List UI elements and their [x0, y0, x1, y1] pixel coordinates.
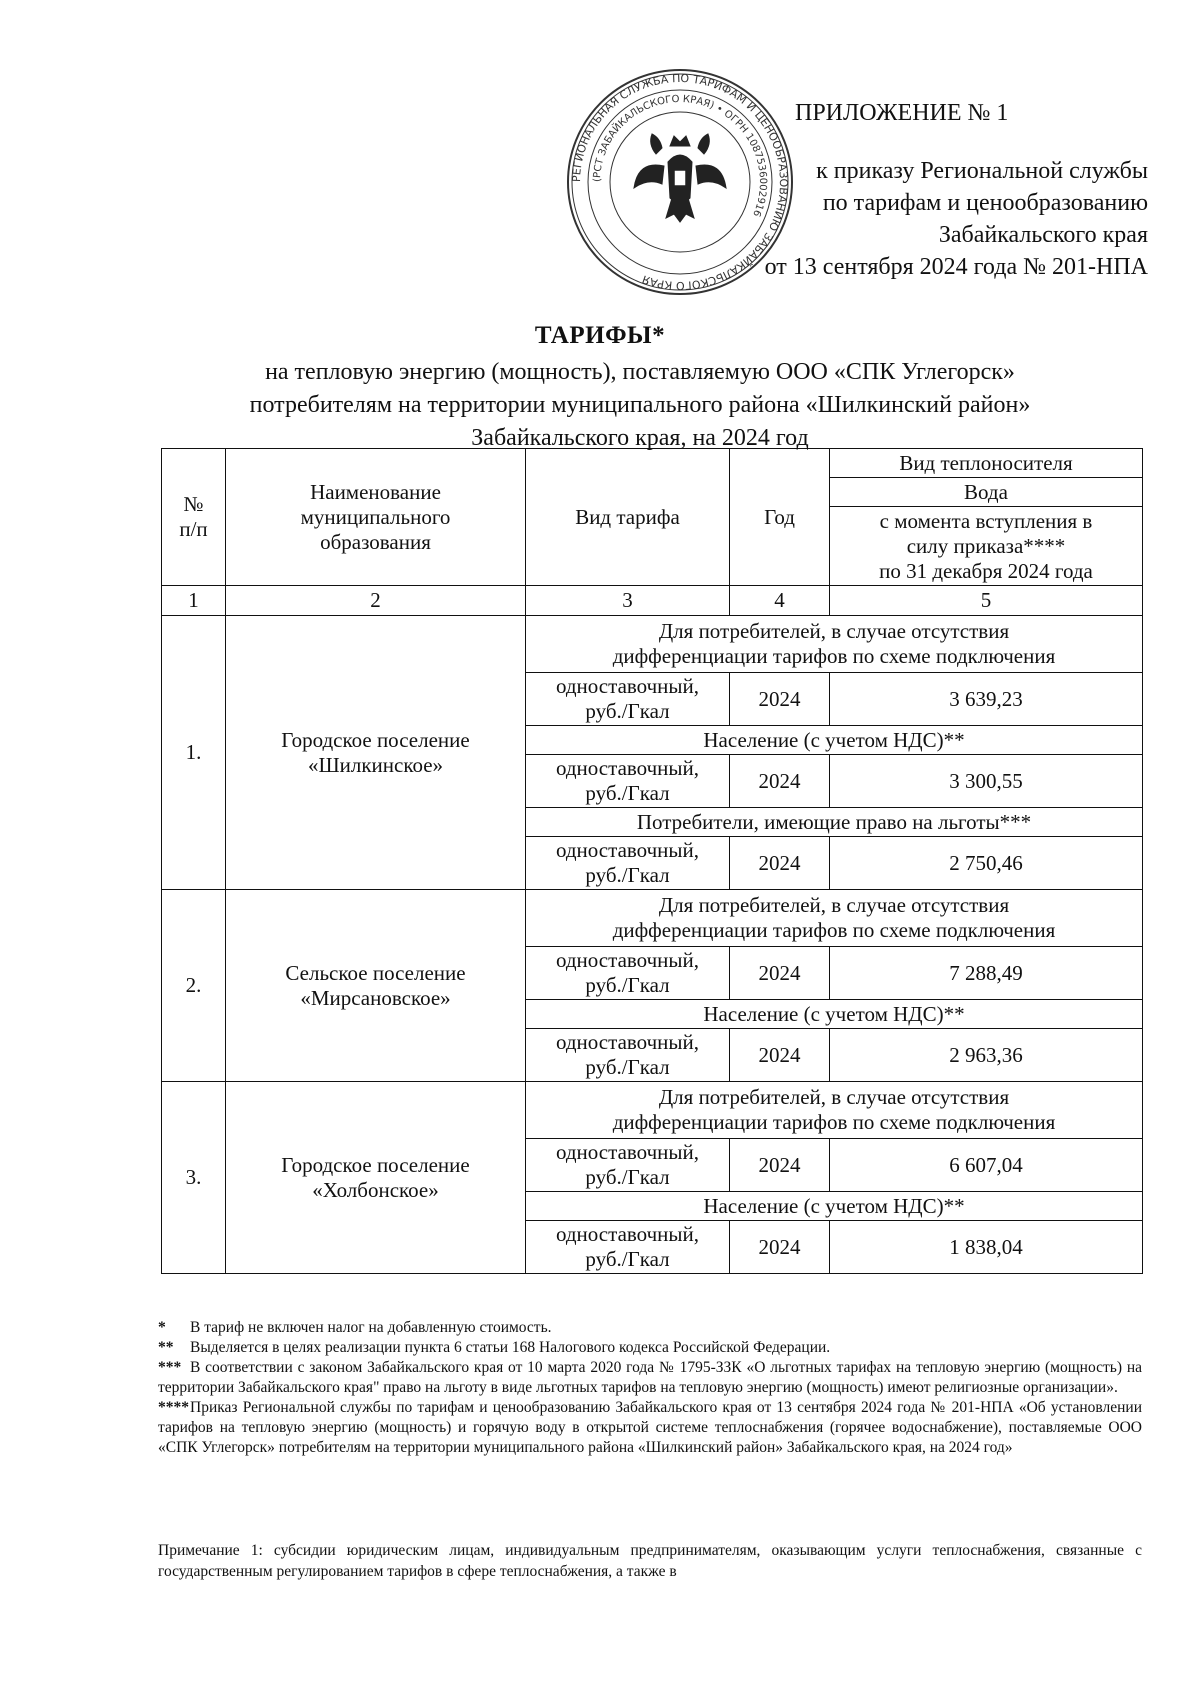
tariff-type: одноставочный, руб./Гкал [555, 1140, 700, 1189]
year-cell: 2024 [730, 947, 830, 1000]
footnote [158, 1338, 1142, 1358]
consumer-category-cell [526, 616, 1143, 673]
consumer-category: Для потребителей, в случае отсутствия дифференциации тарифов по схеме подключения [612, 619, 1056, 668]
footnote-mark: *** [158, 1359, 182, 1376]
footnote [158, 1318, 1142, 1338]
tariff-type: одноставочный, руб./Гкал [555, 948, 700, 997]
order-reference [588, 155, 1148, 283]
consumer-category: Для потребителей, в случае отсутствия дифференциации тарифов по схеме подключения [612, 1085, 1056, 1134]
footnote-text: Приказ Региональной службы по тарифам и ценообразованию Забайкальского края от 13 сентября 2024 года № 201-НПА «Об установлении тарифов на тепловую энергию (мощность) и горячую воду в открытой системе теплоснабжения (горячее водоснабжение), поставляемые ООО «СПК Углегорск» потребителям на территории муниципального района «Шилкинский район» Забайкальского края, на 2024 год» [158, 1399, 1142, 1456]
footnote-text: В тариф не включен налог на добавленную стоимость. [190, 1319, 552, 1336]
footnote-text: В соответствии с законом Забайкальского края от 10 марта 2020 года № 1795-ЗЗК «О льготных тарифах на тепловую энергию (мощность) на территории Забайкальского края" право на льготу в виде льготных тарифов на тепловую энергию (мощность) имеют религиозные организации». [158, 1359, 1142, 1396]
footnote-mark: **** [158, 1399, 189, 1416]
consumer-category-cell [526, 1082, 1143, 1139]
year-cell: 2024 [730, 673, 830, 726]
year-cell: 2024 [730, 1139, 830, 1192]
order-line: от 13 сентября 2024 года № 201-НПА [764, 254, 1148, 280]
tariff-type-cell [526, 755, 730, 808]
column-number-cell: 3 [526, 586, 730, 616]
row-number-cell: 3. [162, 1082, 226, 1274]
tariff-table [161, 448, 1143, 1274]
note-text: Примечание 1: субсидии юридическим лицам, индивидуальным предпринимателям, оказывающим услуги теплоснабжения, связанные с государственным регулированием тарифов в сфере теплоснабжения, а также в [158, 1542, 1142, 1580]
seal-outer-text: РЕГИОНАЛЬНАЯ СЛУЖБА ПО ТАРИФАМ И ЦЕНООБРАЗОВАНИЮ ЗАБАЙКАЛЬСКОГО КРАЯ [569, 71, 791, 293]
year-cell: 2024 [730, 1221, 830, 1274]
order-line: к приказу Региональной службы [816, 158, 1148, 184]
footnote-text: Выделяется в целях реализации пункта 6 статьи 168 Налогового кодекса Российской Федерации. [190, 1339, 831, 1356]
tariff-value-cell: 7 288,49 [830, 947, 1143, 1000]
municipality-cell [226, 1082, 526, 1274]
column-number-cell: 5 [830, 586, 1143, 616]
header-year: Год [730, 449, 830, 586]
header-carrier: Вид теплоносителя [830, 449, 1143, 478]
appendix-title: ПРИЛОЖЕНИЕ № 1 [795, 100, 1009, 126]
tariff-type-cell [526, 947, 730, 1000]
column-numbers-row [162, 586, 1143, 616]
column-number-cell: 2 [226, 586, 526, 616]
subtitle-line: Забайкальского края, на 2024 год [471, 425, 809, 451]
tariff-value-cell: 2 963,36 [830, 1029, 1143, 1082]
consumer-category-cell [526, 1192, 1143, 1221]
order-line: Забайкальского края [938, 222, 1148, 248]
consumer-category: Население (с учетом НДС)** [703, 1193, 965, 1218]
header-municipality: Наименование муниципального образования [226, 449, 526, 586]
footnote [158, 1398, 1142, 1458]
municipality-cell [226, 890, 526, 1082]
row-number-cell: 2. [162, 890, 226, 1082]
row-number-cell: 1. [162, 616, 226, 890]
order-line: по тарифам и ценообразованию [822, 190, 1148, 216]
footnotes [158, 1318, 1142, 1458]
tariff-type-cell [526, 1221, 730, 1274]
subtitle-line: на тепловую энергию (мощность), поставляемую ООО «СПК Углегорск» [265, 359, 1015, 385]
municipality-name: Городское поселение «Холбонское» [281, 1152, 470, 1202]
tariff-type: одноставочный, руб./Гкал [555, 756, 700, 805]
tariff-type: одноставочный, руб./Гкал [555, 838, 700, 887]
consumer-category: Население (с учетом НДС)** [703, 727, 965, 752]
tariff-value-cell: 3 300,55 [830, 755, 1143, 808]
municipality-name: Сельское поселение «Мирсановское» [285, 960, 466, 1010]
column-number-cell: 4 [730, 586, 830, 616]
consumer-category: Для потребителей, в случае отсутствия дифференциации тарифов по схеме подключения [612, 893, 1056, 942]
tariff-type-cell [526, 1139, 730, 1192]
tariff-type-cell [526, 837, 730, 890]
year-cell: 2024 [730, 755, 830, 808]
seal-inner-text: (РСТ ЗАБАЙКАЛЬСКОГО КРАЯ) • ОГРН 1087536002916 [591, 93, 769, 219]
category-row [162, 616, 1143, 673]
tariff-type: одноставочный, руб./Гкал [555, 674, 700, 723]
consumer-category: Потребители, имеющие право на льготы*** [636, 809, 1032, 834]
category-row [162, 1082, 1143, 1139]
year-cell: 2024 [730, 1029, 830, 1082]
header-water: Вода [830, 478, 1143, 507]
footnote [158, 1358, 1142, 1398]
tariff-value-cell: 3 639,23 [830, 673, 1143, 726]
year-cell: 2024 [730, 837, 830, 890]
header-tariff-type: Вид тарифа [526, 449, 730, 586]
subtitle-line: потребителям на территории муниципального района «Шилкинский район» [249, 392, 1031, 418]
note [158, 1540, 1142, 1582]
document-title: ТАРИФЫ* [534, 322, 666, 349]
footnote-mark: * [158, 1319, 166, 1336]
consumer-category-cell [526, 808, 1143, 837]
consumer-category-cell [526, 1000, 1143, 1029]
tariff-value-cell: 6 607,04 [830, 1139, 1143, 1192]
header-period: с момента вступления в силу приказа**** по 31 декабря 2024 года [830, 507, 1143, 586]
tariff-type: одноставочный, руб./Гкал [555, 1030, 700, 1079]
footnote-mark: ** [158, 1339, 174, 1356]
header-num: № п/п [162, 449, 226, 586]
tariff-value-cell: 2 750,46 [830, 837, 1143, 890]
municipality-name: Городское поселение «Шилкинское» [281, 727, 470, 777]
tariff-value-cell: 1 838,04 [830, 1221, 1143, 1274]
column-number-cell: 1 [162, 586, 226, 616]
tariff-type-cell [526, 673, 730, 726]
consumer-category-cell [526, 726, 1143, 755]
tariff-type: одноставочный, руб./Гкал [555, 1222, 700, 1271]
consumer-category-cell [526, 890, 1143, 947]
document-subtitle [150, 356, 1130, 455]
consumer-category: Население (с учетом НДС)** [703, 1001, 965, 1026]
municipality-cell [226, 616, 526, 890]
category-row [162, 890, 1143, 947]
tariff-type-cell [526, 1029, 730, 1082]
